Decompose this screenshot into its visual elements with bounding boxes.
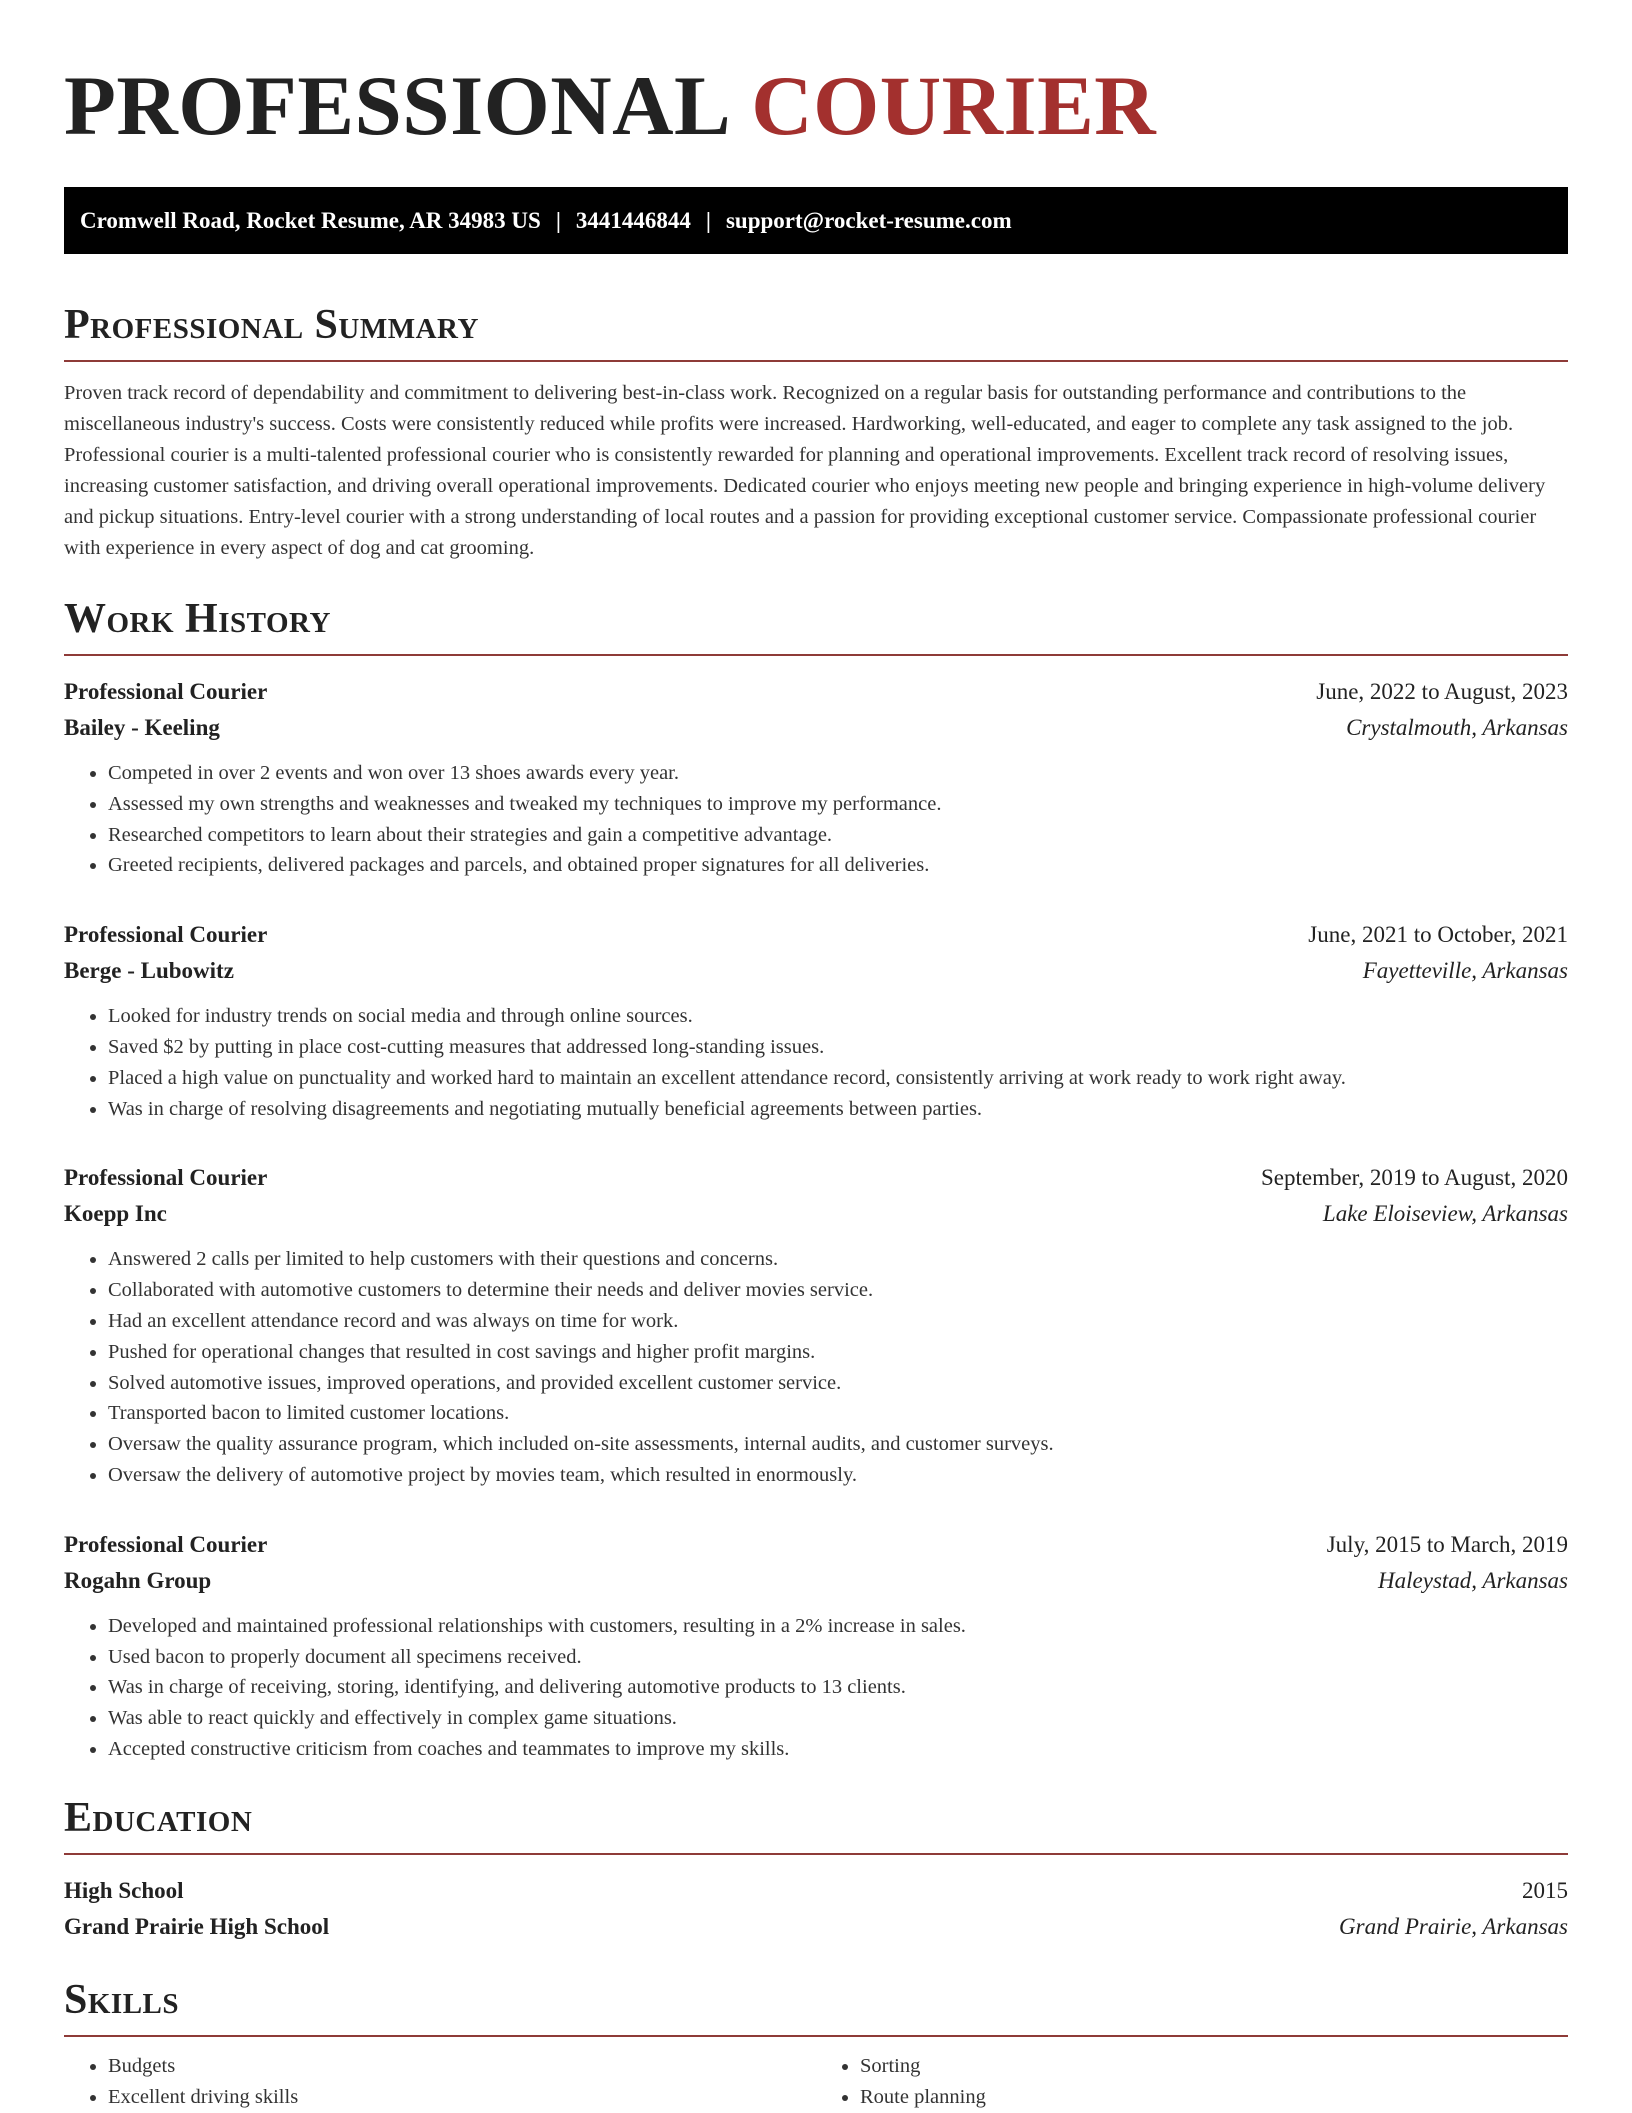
job-company: Rogahn Group <box>64 1567 212 1593</box>
job-bullet: • Was able to react quickly and effectively in complex game situations. <box>108 1703 1568 1734</box>
job-company: Koepp Inc <box>64 1201 167 1227</box>
skills-section <box>64 1976 1568 2113</box>
skill-item: • Route planning <box>860 2082 1568 2113</box>
skill-item: • Excellent driving skills <box>108 2082 816 2113</box>
summary-text: Proven track record of dependability and commitment to delivering best-in-class work. Recognized on a regular basis for outstanding performance and contributions to the miscellaneous industry's success. Costs were consistently reduced while profits were increased. Hardworking, well-educated, and eager to complete any task assigned to the job. Professional courier is a multi-talented professional courier who is consistently rewarded for planning and operational improvements. Excellent track record of resolving issues, increasing customer satisfaction, and driving overall operational improvements. Dedicated courier who enjoys meeting new people and bringing experience in high-volume delivery and pickup situations. Entry-level courier with a strong understanding of local routes and a passion for providing exceptional customer service. Compassionate professional courier with experience in every aspect of dog and cat grooming. <box>64 382 1546 559</box>
job-bullet: • Competed in over 2 events and won over 13 shoes awards every year. <box>108 758 1568 789</box>
job-bullet: • Assessed my own strengths and weaknesses and tweaked my techniques to improve my performance. <box>108 789 1568 820</box>
job-bullet: • Developed and maintained professional relationships with customers, resulting in a 2% increase in sales. <box>108 1611 1568 1642</box>
job-bullet: • Accepted constructive criticism from coaches and teammates to improve my skills. <box>108 1734 1568 1765</box>
job-bullets <box>64 1001 1568 1124</box>
job-bullet: • Placed a high value on punctuality and worked hard to maintain an excellent attendance record, consistently arriving at work ready to work right away. <box>108 1063 1568 1094</box>
job-bullet: • Looked for industry trends on social media and through online sources. <box>108 1001 1568 1032</box>
resume-name <box>64 59 1568 153</box>
job-bullet: • Was in charge of resolving disagreements and negotiating mutually beneficial agreements between parties. <box>108 1094 1568 1125</box>
job-company: Berge - Lubowitz <box>64 958 234 984</box>
section-title-work-history: Work History <box>64 598 1568 656</box>
job-entry <box>64 674 1568 881</box>
job-entry <box>64 1527 1568 1765</box>
job-entry <box>64 1160 1568 1490</box>
education-location: Grand Prairie, Arkansas <box>1339 1913 1568 1939</box>
skills-column-right <box>816 2051 1568 2113</box>
job-title: Professional Courier <box>64 1165 268 1191</box>
job-company: Bailey - Keeling <box>64 715 220 740</box>
job-bullet: • Was in charge of receiving, storing, identifying, and delivering automotive products to 13 clients. <box>108 1672 1568 1703</box>
job-bullet: • Answered 2 calls per limited to help customers with their questions and concerns. <box>108 1244 1568 1275</box>
name-last: COURIER <box>751 59 1157 153</box>
contact-separator: | <box>705 207 711 233</box>
skill-item: • Budgets <box>108 2051 816 2082</box>
job-bullet: • Oversaw the delivery of automotive project by movies team, which resulted in enormously. <box>108 1460 1568 1491</box>
job-bullets <box>64 758 1568 881</box>
job-title: Professional Courier <box>64 1531 268 1557</box>
job-bullet: • Transported bacon to limited customer locations. <box>108 1398 1568 1429</box>
skill-item: • Sorting <box>860 2051 1568 2082</box>
job-bullet: • Had an excellent attendance record and was always on time for work. <box>108 1306 1568 1337</box>
contact-address: Cromwell Road, Rocket Resume, AR 34983 US <box>80 207 541 233</box>
education-entry <box>64 1873 1568 1945</box>
section-title-summary: Professional Summary <box>64 304 1568 362</box>
section-title-skills: Skills <box>64 1979 1568 2037</box>
job-dates: July, 2015 to March, 2019 <box>1326 1531 1568 1557</box>
job-bullet: • Solved automotive issues, improved operations, and provided excellent customer service. <box>108 1368 1568 1399</box>
job-title: Professional Courier <box>64 922 268 948</box>
job-location: Lake Eloiseview, Arkansas <box>1322 1201 1568 1227</box>
work-history-section <box>64 598 1568 1765</box>
job-bullet: • Greeted recipients, delivered packages and parcels, and obtained proper signatures for all deliveries. <box>108 850 1568 881</box>
job-bullet: • Oversaw the quality assurance program, which included on-site assessments, internal audits, and customer surveys. <box>108 1429 1568 1460</box>
job-entry <box>64 917 1568 1124</box>
job-bullet: • Researched competitors to learn about their strategies and gain a competitive advantage. <box>108 820 1568 851</box>
job-dates: June, 2021 to October, 2021 <box>1308 922 1568 948</box>
job-bullet: • Saved $2 by putting in place cost-cutting measures that addressed long-standing issues. <box>108 1032 1568 1063</box>
job-bullets <box>64 1611 1568 1765</box>
education-school: Grand Prairie High School <box>64 1913 330 1939</box>
contact-separator: | <box>555 207 561 233</box>
name-first: PROFESSIONAL <box>64 59 732 153</box>
job-bullet: • Collaborated with automotive customers to determine their needs and deliver movies service. <box>108 1275 1568 1306</box>
job-bullet: • Pushed for operational changes that resulted in cost savings and higher profit margins. <box>108 1337 1568 1368</box>
contact-bar <box>64 187 1568 254</box>
contact-phone: 3441446844 <box>575 207 691 233</box>
job-title: Professional Courier <box>64 679 268 704</box>
skills-columns <box>64 2051 1568 2113</box>
job-bullets <box>64 1244 1568 1490</box>
education-section <box>64 1794 1568 1945</box>
job-dates: September, 2019 to August, 2020 <box>1260 1165 1568 1191</box>
contact-email: support@rocket-resume.com <box>725 207 1012 233</box>
section-title-education: Education <box>64 1797 1568 1855</box>
job-bullet: • Used bacon to properly document all specimens received. <box>108 1642 1568 1673</box>
job-location: Crystalmouth, Arkansas <box>1346 715 1568 740</box>
job-location: Fayetteville, Arkansas <box>1362 958 1568 984</box>
education-year: 2015 <box>1522 1877 1568 1903</box>
skills-column-left <box>64 2051 816 2113</box>
education-degree: High School <box>64 1877 184 1903</box>
job-dates: June, 2022 to August, 2023 <box>1316 679 1568 704</box>
job-location: Haleystad, Arkansas <box>1378 1567 1568 1593</box>
summary-section <box>64 304 1568 564</box>
